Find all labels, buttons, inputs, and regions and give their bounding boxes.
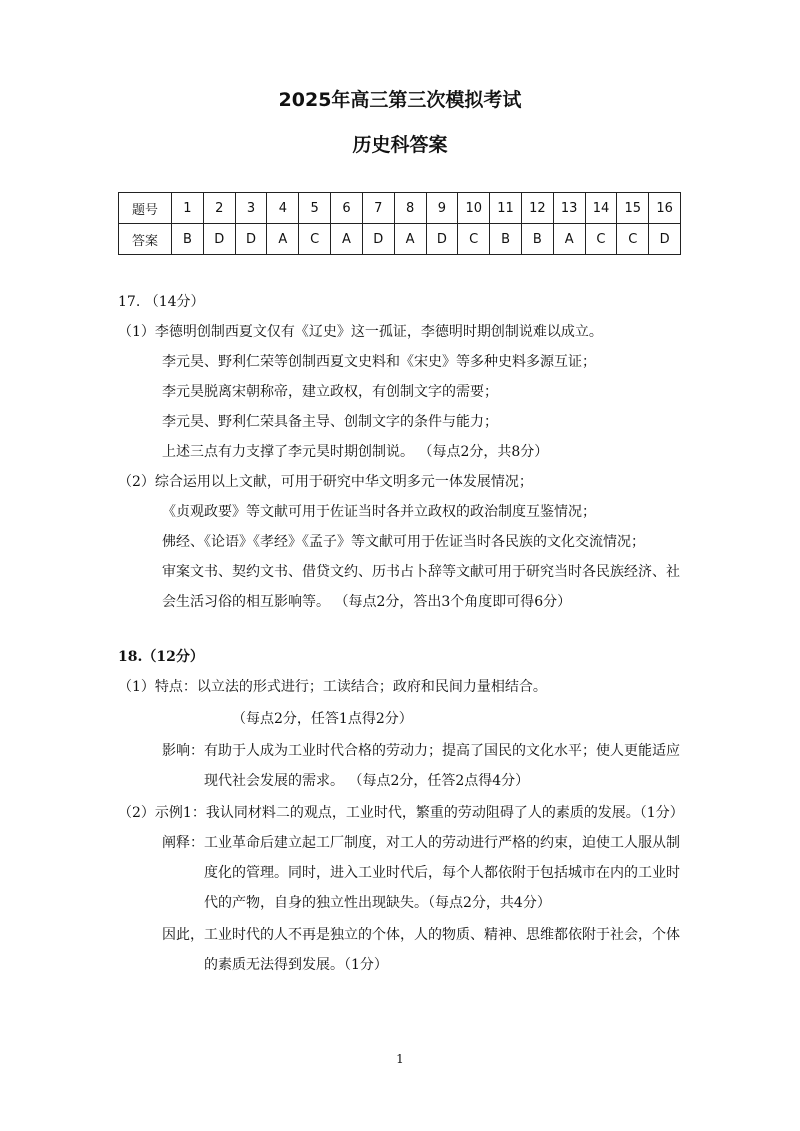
q18-part1-impact: 现代社会发展的需求。 （每点2分，任答2点得4分） [204, 773, 530, 789]
answer-cell: B [521, 224, 553, 255]
question-number: 15 [617, 193, 649, 224]
answer-cell: D [362, 224, 394, 255]
answer-table-answer-row [119, 224, 681, 255]
q18-part2-explain: 度化的管理。同时，进入工业时代后，每个人都依附于包括城市在内的工业时 [204, 865, 680, 881]
q18-part2-conclusion: 因此，工业时代的人不再是独立的个体，人的物质、精神、思维都依附于社会，个体 [162, 927, 680, 943]
q18-part2-explain: 阐释：工业革命后建立起工厂制度，对工人的劳动进行严格的约束，迫使工人服从制 [162, 835, 680, 851]
q17-part1-summary: 上述三点有力支撑了李元昊时期创制说。 （每点2分，共8分） [162, 444, 549, 460]
q18-heading: 18.（12分） [118, 649, 204, 665]
answer-cell: C [458, 224, 490, 255]
q18-part1: （1）特点：以立法的形式进行；工读结合；政府和民间力量相结合。 [118, 679, 547, 695]
q17-part1-point: 李元昊脱离宋朝称帝，建立政权，有创制文字的需要； [162, 384, 498, 400]
question-number: 1 [172, 193, 204, 224]
q18-part1-score: （每点2分，任答1点得2分） [232, 711, 413, 727]
question-number: 4 [267, 193, 299, 224]
q17-part1-point: 李元昊、野利仁荣具备主导、创制文字的条件与能力； [162, 414, 498, 430]
q18-part2: （2）示例1：我认同材料二的观点，工业时代，繁重的劳动阻碍了人的素质的发展。（1分） [118, 805, 684, 821]
answer-cell: A [267, 224, 299, 255]
answer-cell: D [426, 224, 458, 255]
q18-part2-explain: 代的产物，自身的独立性出现缺失。（每点2分，共4分） [204, 895, 551, 911]
answer-table [118, 192, 681, 255]
q18-part1-impact: 影响：有助于人成为工业时代合格的劳动力；提高了国民的文化水平；使人更能适应 [162, 743, 680, 759]
q17-part2-point: 审案文书、契约文书、借贷文约、历书占卜辞等文献可用于研究当时各民族经济、社 [162, 564, 680, 580]
q17-part2-point: 《贞观政要》等文献可用于佐证当时各并立政权的政治制度互鉴情况； [162, 504, 596, 520]
question-number: 7 [362, 193, 394, 224]
answer-cell: B [490, 224, 522, 255]
q17-part2-point: 会生活习俗的相互影响等。 （每点2分，答出3个角度即可得6分） [162, 594, 572, 610]
question-number: 13 [553, 193, 585, 224]
question-number: 2 [203, 193, 235, 224]
page-subtitle: 历史科答案 [352, 134, 448, 156]
page-title: 2025年高三第三次模拟考试 [278, 89, 522, 111]
question-number: 5 [299, 193, 331, 224]
q17-part1-point: 李元昊、野利仁荣等创制西夏文史料和《宋史》等多种史料多源互证； [162, 354, 596, 370]
answer-cell: D [203, 224, 235, 255]
question-number: 10 [458, 193, 490, 224]
q18-part2-conclusion: 的素质无法得到发展。（1分） [204, 957, 388, 973]
q17-part2: （2）综合运用以上文献，可用于研究中华文明多元一体发展情况； [118, 474, 533, 490]
question-number: 8 [394, 193, 426, 224]
answer-cell: A [331, 224, 363, 255]
question-number: 16 [649, 193, 681, 224]
table-row-label: 题号 [119, 193, 172, 224]
question-number: 6 [331, 193, 363, 224]
question-number: 11 [490, 193, 522, 224]
q17-part1: （1）李德明创制西夏文仅有《辽史》这一孤证，李德明时期创制说难以成立。 [118, 324, 603, 340]
answer-cell: C [299, 224, 331, 255]
q17-heading: 17. （14分） [118, 294, 205, 310]
page-number: 1 [396, 1052, 404, 1066]
answer-cell: B [172, 224, 204, 255]
answer-cell: A [394, 224, 426, 255]
question-number: 12 [521, 193, 553, 224]
answer-cell: D [649, 224, 681, 255]
answer-cell: C [617, 224, 649, 255]
question-number: 9 [426, 193, 458, 224]
table-row-label: 答案 [119, 224, 172, 255]
question-number: 3 [235, 193, 267, 224]
q17-part2-point: 佛经、《论语》《孝经》《孟子》等文献可用于佐证当时各民族的文化交流情况； [162, 534, 645, 550]
answer-cell: D [235, 224, 267, 255]
question-number: 14 [585, 193, 617, 224]
answer-table-number-row [119, 193, 681, 224]
answer-cell: C [585, 224, 617, 255]
answer-cell: A [553, 224, 585, 255]
